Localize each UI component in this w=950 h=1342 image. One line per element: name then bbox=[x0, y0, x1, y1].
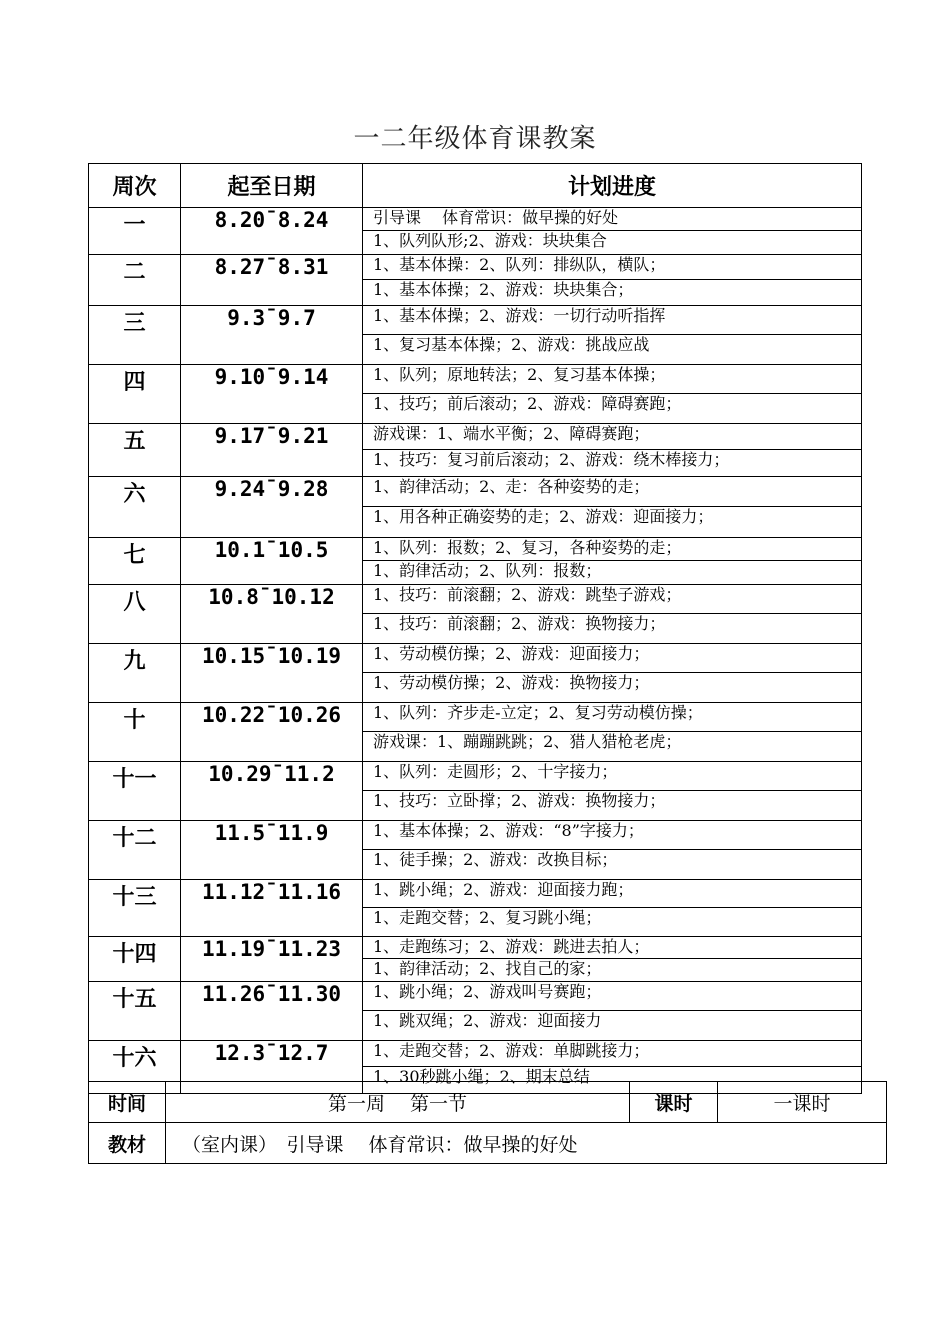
table-row bbox=[89, 703, 862, 762]
plan-line: 1、徒手操；2、游戏：改换目标； bbox=[373, 850, 618, 869]
plan-line: 1、基本体操：2、队列：排纵队，横队； bbox=[363, 255, 861, 280]
week-cell: 二 bbox=[89, 255, 181, 306]
time-value: 第一周 第一节 bbox=[166, 1082, 630, 1123]
hours-label: 课时 bbox=[630, 1082, 718, 1123]
table-row bbox=[89, 762, 862, 821]
plan-line: 1、技巧：前滚翻；2、游戏：换物接力； bbox=[373, 614, 666, 633]
plan-cell bbox=[363, 306, 862, 365]
date-range-cell: 9.24¯9.28 bbox=[181, 477, 363, 538]
time-row bbox=[89, 1082, 887, 1123]
table-row bbox=[89, 821, 862, 880]
week-cell: 七 bbox=[89, 538, 181, 585]
table-header-row bbox=[89, 164, 862, 208]
plan-cell bbox=[363, 880, 862, 937]
plan-line: 1、技巧：立卧撑；2、游戏：换物接力； bbox=[373, 791, 666, 810]
schedule-body bbox=[89, 208, 862, 1094]
plan-line: 1、韵律活动；2、走：各种姿势的走； bbox=[363, 477, 861, 507]
date-range-cell: 10.15¯10.19 bbox=[181, 644, 363, 703]
plan-line: 1、基本体操；2、游戏：块块集合； bbox=[373, 280, 634, 299]
plan-line: 1、跳小绳；2、游戏：迎面接力跑； bbox=[363, 880, 861, 908]
plan-line: 1、队列：走圆形；2、十字接力； bbox=[363, 762, 861, 791]
plan-line: 1、韵律活动；2、找自己的家； bbox=[373, 959, 602, 978]
plan-line: 引导课 体育常识：做早操的好处 bbox=[363, 208, 861, 231]
date-range-cell: 10.22¯10.26 bbox=[181, 703, 363, 762]
table-row bbox=[89, 208, 862, 255]
date-range-cell: 9.17¯9.21 bbox=[181, 424, 363, 477]
table-row bbox=[89, 365, 862, 424]
week-cell: 十三 bbox=[89, 880, 181, 937]
plan-line: 1、技巧；前后滚动；2、游戏：障碍赛跑； bbox=[373, 394, 682, 413]
plan-cell bbox=[363, 538, 862, 585]
week-cell: 四 bbox=[89, 365, 181, 424]
week-cell: 八 bbox=[89, 585, 181, 644]
week-cell: 六 bbox=[89, 477, 181, 538]
plan-line: 1、劳动模仿操；2、游戏：换物接力； bbox=[373, 673, 650, 692]
plan-cell bbox=[363, 762, 862, 821]
week-cell: 十二 bbox=[89, 821, 181, 880]
plan-line: 1、队列：报数；2、复习，各种姿势的走； bbox=[363, 538, 861, 561]
plan-line: 1、跳双绳；2、游戏：迎面接力 bbox=[373, 1011, 602, 1030]
plan-line: 1、韵律活动；2、队列：报数； bbox=[373, 561, 602, 580]
table-row bbox=[89, 982, 862, 1041]
week-cell: 十 bbox=[89, 703, 181, 762]
date-range-cell: 11.5¯11.9 bbox=[181, 821, 363, 880]
plan-line: 1、技巧：前滚翻；2、游戏：跳垫子游戏； bbox=[363, 585, 861, 614]
plan-cell bbox=[363, 703, 862, 762]
plan-line: 游戏课：1、蹦蹦跳跳；2、猎人猎枪老虎； bbox=[373, 732, 682, 751]
header-plan: 计划进度 bbox=[363, 164, 862, 208]
plan-line: 游戏课：1、端水平衡；2、障碍赛跑； bbox=[363, 424, 861, 450]
week-cell: 十四 bbox=[89, 937, 181, 982]
plan-line: 1、基本体操；2、游戏：“8”字接力； bbox=[363, 821, 861, 850]
plan-cell bbox=[363, 982, 862, 1041]
week-cell: 九 bbox=[89, 644, 181, 703]
plan-cell bbox=[363, 424, 862, 477]
plan-line: 1、30秒跳小绳；2、期末总结 bbox=[373, 1067, 590, 1086]
plan-line: 1、走跑交替；2、游戏：单脚跳接力； bbox=[363, 1041, 861, 1067]
plan-line: 1、队列队形;2、游戏：块块集合 bbox=[373, 231, 607, 250]
date-range-cell: 10.1¯10.5 bbox=[181, 538, 363, 585]
date-range-cell: 11.26¯11.30 bbox=[181, 982, 363, 1041]
material-value: （室内课） 引导课 体育常识：做早操的好处 bbox=[166, 1123, 887, 1164]
time-label: 时间 bbox=[89, 1082, 166, 1123]
date-range-cell: 11.12¯11.16 bbox=[181, 880, 363, 937]
week-cell: 十六 bbox=[89, 1041, 181, 1094]
table-row bbox=[89, 644, 862, 703]
plan-line: 1、队列；原地转法；2、复习基本体操； bbox=[363, 365, 861, 394]
table-row bbox=[89, 585, 862, 644]
plan-cell bbox=[363, 821, 862, 880]
plan-cell bbox=[363, 255, 862, 306]
plan-cell bbox=[363, 937, 862, 982]
plan-cell bbox=[363, 644, 862, 703]
table-row bbox=[89, 424, 862, 477]
date-range-cell: 8.27¯8.31 bbox=[181, 255, 363, 306]
date-range-cell: 10.29¯11.2 bbox=[181, 762, 363, 821]
plan-line: 1、技巧：复习前后滚动；2、游戏：绕木棒接力； bbox=[373, 450, 730, 469]
plan-cell bbox=[363, 477, 862, 538]
week-cell: 五 bbox=[89, 424, 181, 477]
date-range-cell: 10.8¯10.12 bbox=[181, 585, 363, 644]
hours-value: 一课时 bbox=[718, 1082, 887, 1123]
date-range-cell: 8.20¯8.24 bbox=[181, 208, 363, 255]
plan-cell bbox=[363, 208, 862, 255]
material-row bbox=[89, 1123, 887, 1164]
plan-line: 1、劳动模仿操；2、游戏：迎面接力； bbox=[363, 644, 861, 673]
plan-line: 1、复习基本体操；2、游戏：挑战应战 bbox=[373, 335, 650, 354]
plan-line: 1、用各种正确姿势的走；2、游戏：迎面接力； bbox=[373, 507, 714, 526]
plan-line: 1、走跑练习；2、游戏：跳进去拍人； bbox=[363, 937, 861, 959]
header-week: 周次 bbox=[89, 164, 181, 208]
plan-line: 1、走跑交替；2、复习跳小绳； bbox=[373, 908, 602, 927]
week-cell: 一 bbox=[89, 208, 181, 255]
plan-line: 1、基本体操；2、游戏：一切行动听指挥 bbox=[363, 306, 861, 335]
date-range-cell: 9.3¯9.7 bbox=[181, 306, 363, 365]
table-row bbox=[89, 538, 862, 585]
table-row bbox=[89, 306, 862, 365]
date-range-cell: 12.3¯12.7 bbox=[181, 1041, 363, 1094]
week-cell: 十五 bbox=[89, 982, 181, 1041]
week-cell: 三 bbox=[89, 306, 181, 365]
plan-cell bbox=[363, 585, 862, 644]
table-row bbox=[89, 255, 862, 306]
table-row bbox=[89, 937, 862, 982]
plan-line: 1、队列：齐步走-立定；2、复习劳动模仿操； bbox=[363, 703, 861, 732]
material-label: 教材 bbox=[89, 1123, 166, 1164]
schedule-table bbox=[88, 163, 862, 1094]
page-title: 一二年级体育课教案 bbox=[353, 124, 597, 154]
plan-cell bbox=[363, 365, 862, 424]
header-dates: 起至日期 bbox=[181, 164, 363, 208]
lesson-info-table bbox=[88, 1081, 887, 1164]
date-range-cell: 11.19¯11.23 bbox=[181, 937, 363, 982]
week-cell: 十一 bbox=[89, 762, 181, 821]
date-range-cell: 9.10¯9.14 bbox=[181, 365, 363, 424]
table-row bbox=[89, 477, 862, 538]
table-row bbox=[89, 880, 862, 937]
plan-line: 1、跳小绳；2、游戏叫号赛跑； bbox=[363, 982, 861, 1011]
